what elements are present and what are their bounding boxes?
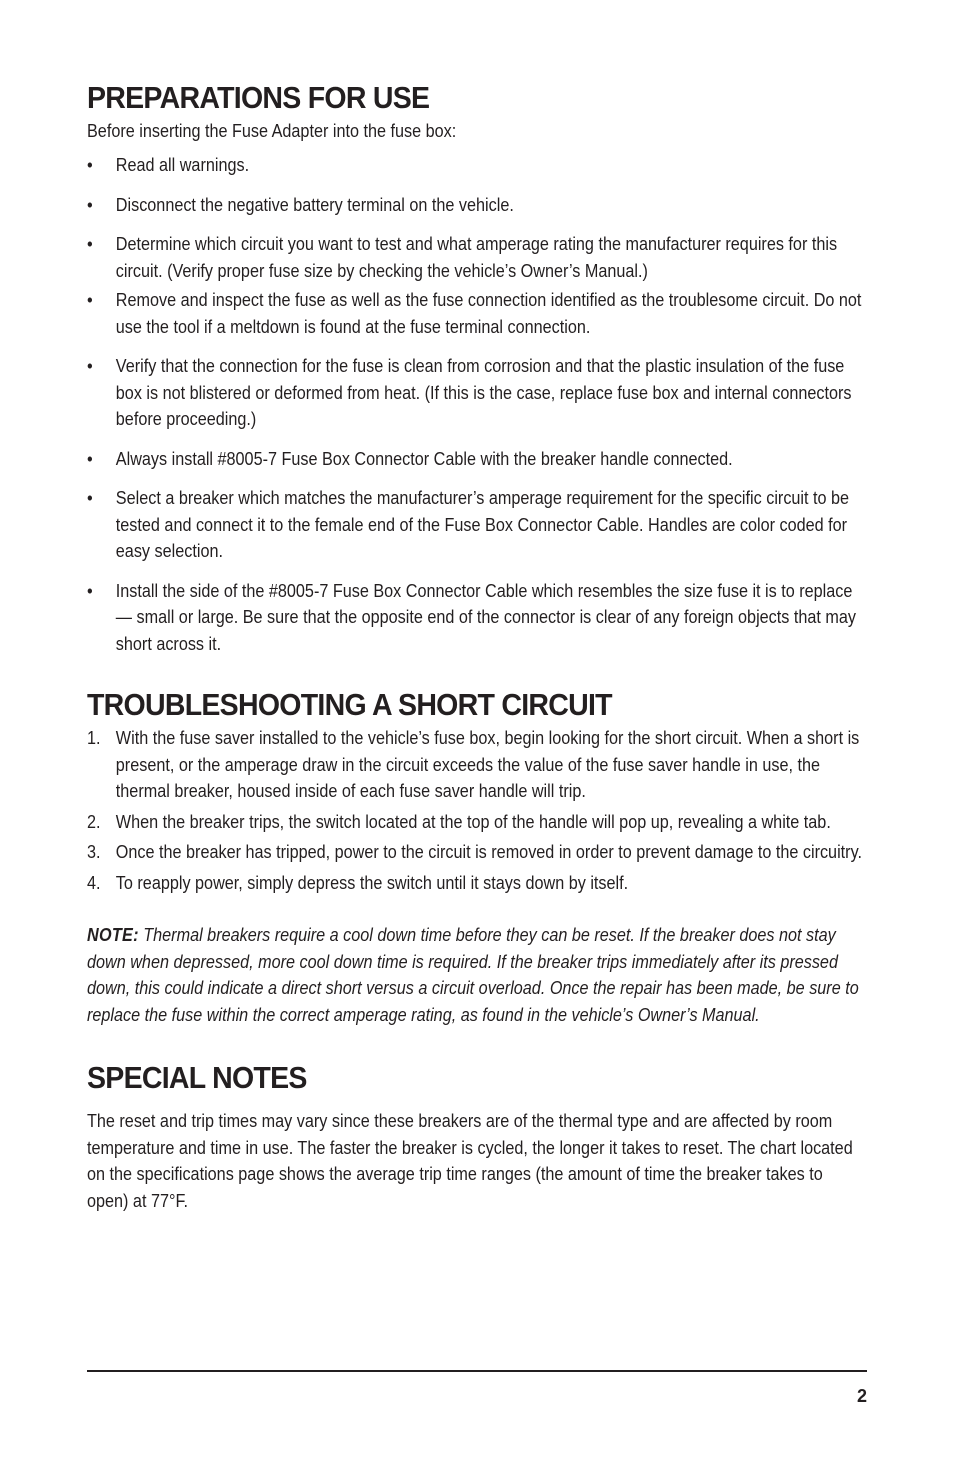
step-text: When the breaker trips, the switch located at the top of the handle will pop up, revealing a white tab.: [115, 811, 831, 832]
note-text: Thermal breakers require a cool down time before they can be reset. If the breaker does not stay down when depressed, more cool down time is required. If the breaker trips immediately after its pressed down, this could indicate a direct short versus a circuit overload. Once the repair has been made, be sure to replace the fuse within the correct amperage rating, as found in the vehicle’s Owner’s Manual.: [87, 925, 859, 1025]
bullet-item: [87, 353, 867, 433]
step-number: 3.: [87, 842, 101, 862]
bullet-text: Select a breaker which matches the manufacturer’s amperage requirement for the specific circuit to be tested and connect it to the female end of the Fuse Box Connector Cable. Handles are color coded for easy selection.: [115, 488, 850, 561]
troubleshooting-step-list: [87, 725, 867, 896]
bullet-icon: •: [87, 155, 93, 175]
bullet-icon: •: [87, 448, 93, 469]
step-text: Once the breaker has tripped, power to the circuit is removed in order to prevent damage to the circuitry.: [115, 842, 862, 862]
step-text: To reapply power, simply depress the switch until it stays down by itself.: [115, 872, 629, 893]
footer-divider: [87, 1370, 867, 1372]
bullet-item: [87, 485, 867, 565]
bullet-icon: •: [87, 194, 93, 215]
bullet-icon: •: [87, 234, 93, 254]
note-label: NOTE:: [87, 925, 139, 945]
heading-special-notes: SPECIAL NOTES: [87, 1060, 307, 1095]
bullet-text: Install the side of the #8005-7 Fuse Box Connector Cable which resembles the size fuse it is to replace — small or large. Be sure that the opposite end of the connector is clear of any foreign objects that may short across it.: [115, 580, 857, 654]
bullet-text: Remove and inspect the fuse as well as the fuse connection identified as the troublesome circuit. Do not use the tool if a meltdown is found at the fuse terminal connection.: [115, 290, 862, 337]
step-number: 4.: [87, 872, 101, 893]
step-item: [87, 839, 867, 866]
bullet-item: [87, 192, 867, 219]
step-text: With the fuse saver installed to the vehicle’s fuse box, begin looking for the short circuit. When a short is present, or the amperage draw in the circuit exceeds the value of the fuse saver handle in use, the thermal breaker, housed inside of each fuse saver handle will trip.: [115, 728, 860, 801]
bullet-icon: •: [87, 580, 93, 601]
bullet-item: [87, 446, 867, 473]
document-page: [87, 78, 867, 1214]
bullet-text: Always install #8005-7 Fuse Box Connector Cable with the breaker handle connected.: [115, 448, 733, 469]
heading-preparations: PREPARATIONS FOR USE: [87, 80, 430, 115]
bullet-text: Determine which circuit you want to test and what amperage rating the manufacturer requires for this circuit. (Verify proper fuse size by checking the vehicle’s Owner’s Manual.): [115, 234, 838, 281]
bullet-text: Disconnect the negative battery terminal on the vehicle.: [115, 194, 514, 215]
step-number: 1.: [87, 728, 101, 748]
bullet-icon: •: [87, 290, 93, 310]
bullet-text: Read all warnings.: [115, 155, 250, 175]
special-notes-body: The reset and trip times may vary since these breakers are of the thermal type and are affected by room temperature and time in use. The faster the breaker is cycled, the longer it takes to reset. The chart located on the specifications page shows the average trip time ranges (the amount of time the breaker takes to open) at 77°F.: [87, 1111, 853, 1211]
bullet-text: Verify that the connection for the fuse is clean from corrosion and that the plastic insulation of the fuse box is not blistered or deformed from heat. (If this is the case, replace fuse box and internal connectors before proceeding.): [115, 356, 852, 429]
step-item: [87, 809, 867, 836]
section-preparations: [87, 78, 867, 657]
step-number: 2.: [87, 811, 101, 832]
page-number: 2: [856, 1386, 867, 1406]
bullet-icon: •: [87, 488, 93, 508]
bullet-item: [87, 287, 867, 340]
step-item: [87, 870, 867, 897]
preparations-bullet-list: [87, 152, 867, 657]
section-troubleshooting: [87, 685, 867, 1028]
step-item: [87, 725, 867, 805]
preparations-intro: Before inserting the Fuse Adapter into the fuse box:: [87, 121, 457, 141]
section-special-notes: [87, 1058, 867, 1214]
bullet-item: [87, 578, 867, 658]
bullet-icon: •: [87, 356, 93, 376]
heading-troubleshooting: TROUBLESHOOTING A SHORT CIRCUIT: [87, 687, 612, 722]
bullet-item: [87, 152, 867, 179]
bullet-item: [87, 231, 867, 284]
note-paragraph: [87, 922, 867, 1028]
